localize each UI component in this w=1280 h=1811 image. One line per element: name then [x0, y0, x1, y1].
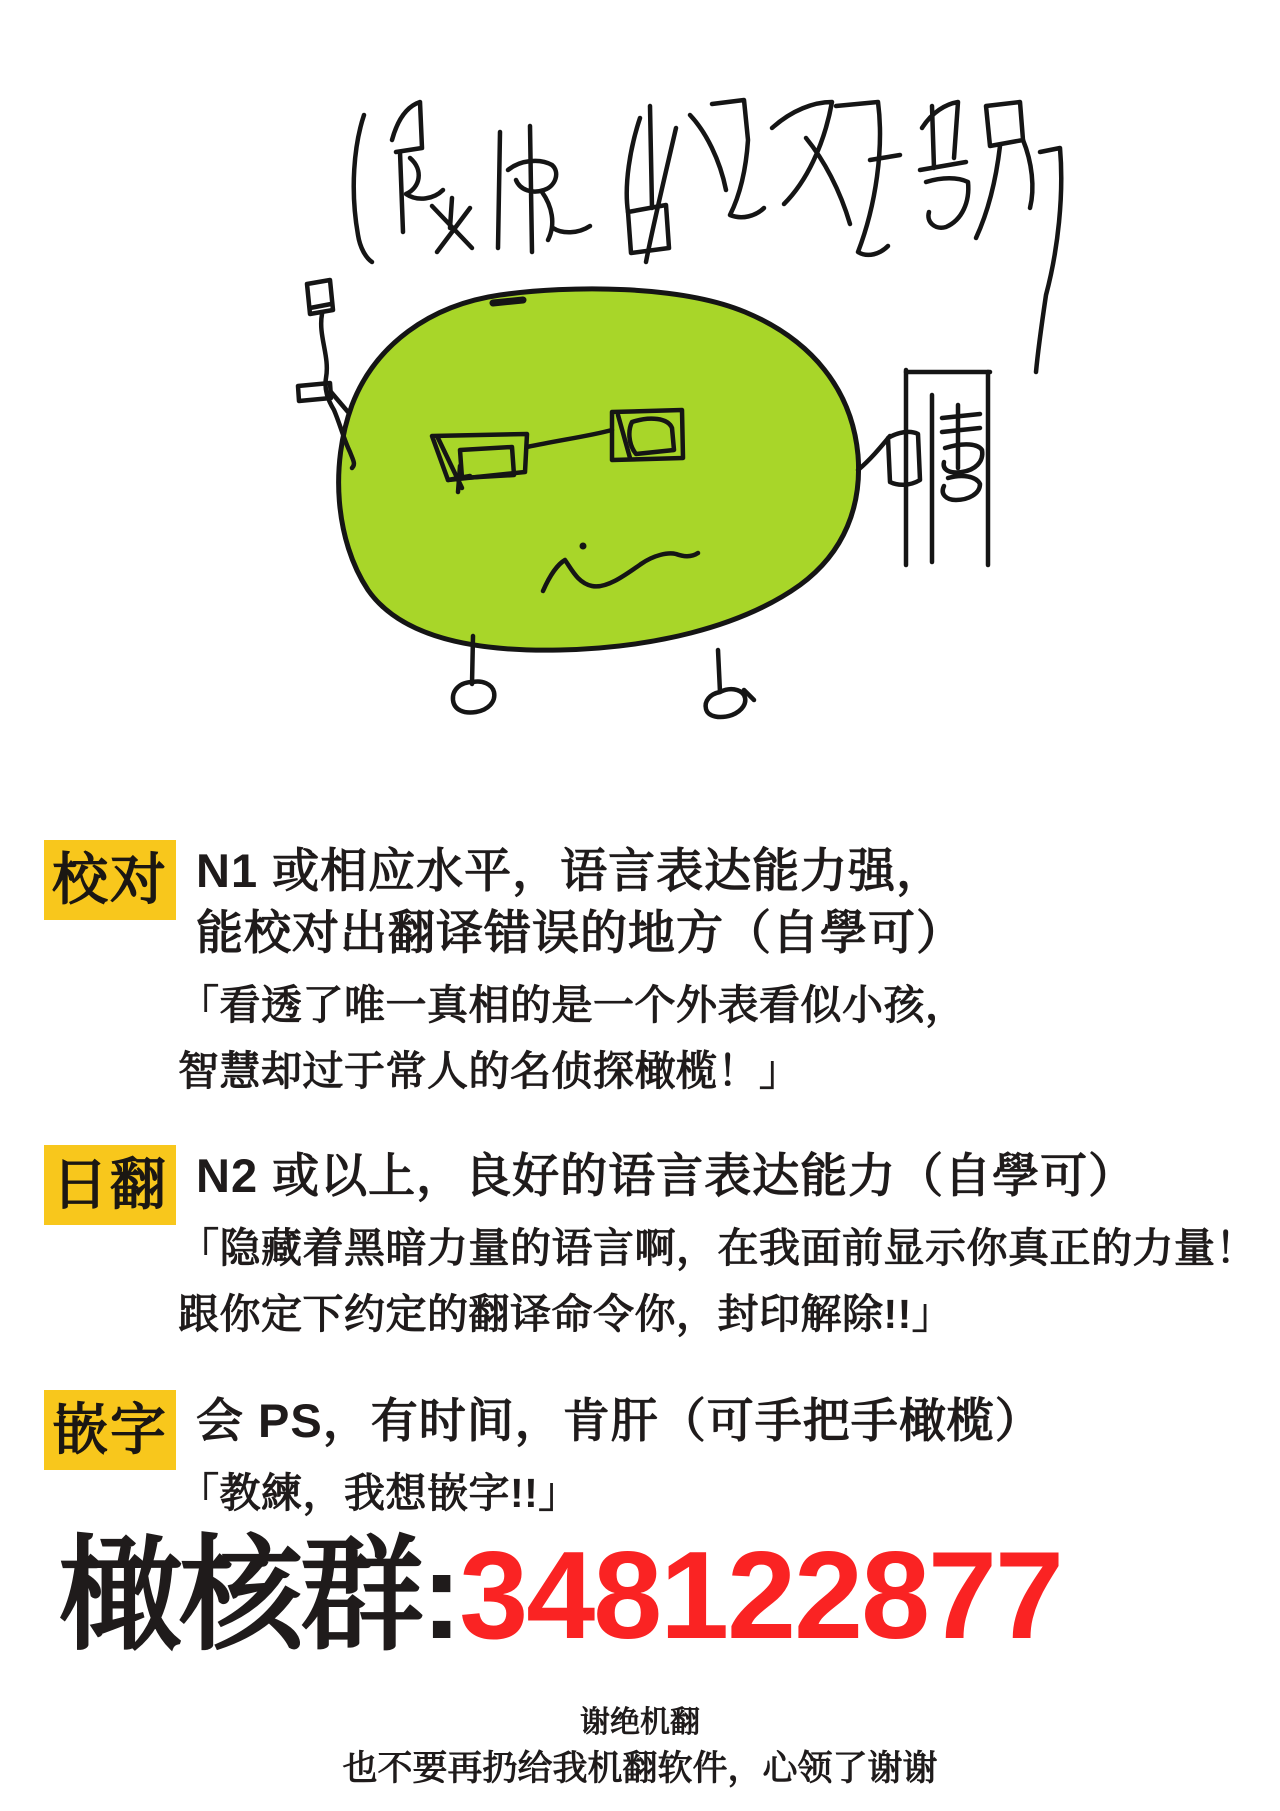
olive-body — [339, 289, 859, 650]
olive-character — [298, 280, 990, 717]
typesetter-tag: 嵌字 — [44, 1390, 176, 1470]
translator-requirement-line: N2 或以上，良好的语言表达能力（自學可） — [196, 1149, 1137, 1202]
section-typesetter — [44, 1390, 1043, 1526]
section-translator — [44, 1145, 1257, 1347]
qq-group-number: 348122877 — [459, 1527, 1062, 1665]
olive-left-arm — [298, 280, 354, 468]
proofread-quote-line1: 「看透了唯一真相的是一个外表看似小孩， — [178, 982, 967, 1028]
qq-group-prefix: 橄核群: — [58, 1527, 460, 1665]
footer-notes — [0, 1700, 1280, 1792]
no-mtl-note-line1: 谢绝机翻 — [580, 1706, 700, 1739]
translator-quote-line1: 「隐藏着黑暗力量的语言啊，在我面前显示你真正的力量！ — [178, 1225, 1257, 1271]
olive-mascot-drawing — [0, 0, 1280, 770]
olive-right-arm — [858, 432, 920, 485]
section-proofread — [44, 840, 967, 1104]
translator-content — [178, 1145, 1257, 1347]
proofread-requirement-line1: N1 或相应水平，语言表达能力强， — [196, 844, 945, 897]
proofread-quote-line2: 智慧却过于常人的名侦探橄榄！」 — [178, 1048, 801, 1094]
olive-head-notch — [493, 300, 523, 303]
no-mtl-note-line2: 也不要再扔给我机翻软件，心领了谢谢 — [342, 1749, 938, 1788]
translator-tag: 日翻 — [44, 1145, 176, 1225]
proofread-tag: 校对 — [44, 840, 176, 920]
proofread-content — [178, 840, 967, 1104]
proofread-requirement-line2: 能校对出翻译错误的地方（自學可） — [196, 906, 964, 959]
olive-nose — [580, 543, 587, 550]
typesetter-content — [178, 1390, 1043, 1526]
translator-quote-line2: 跟你定下约定的翻译命令你，封印解除!!」 — [178, 1291, 954, 1337]
typesetter-requirement-line: 会 PS，有时间，肯肝（可手把手橄榄） — [196, 1394, 1043, 1447]
typesetter-quote-line: 「教練，我想嵌字!!」 — [178, 1470, 580, 1516]
qq-group-line — [58, 1528, 1062, 1664]
